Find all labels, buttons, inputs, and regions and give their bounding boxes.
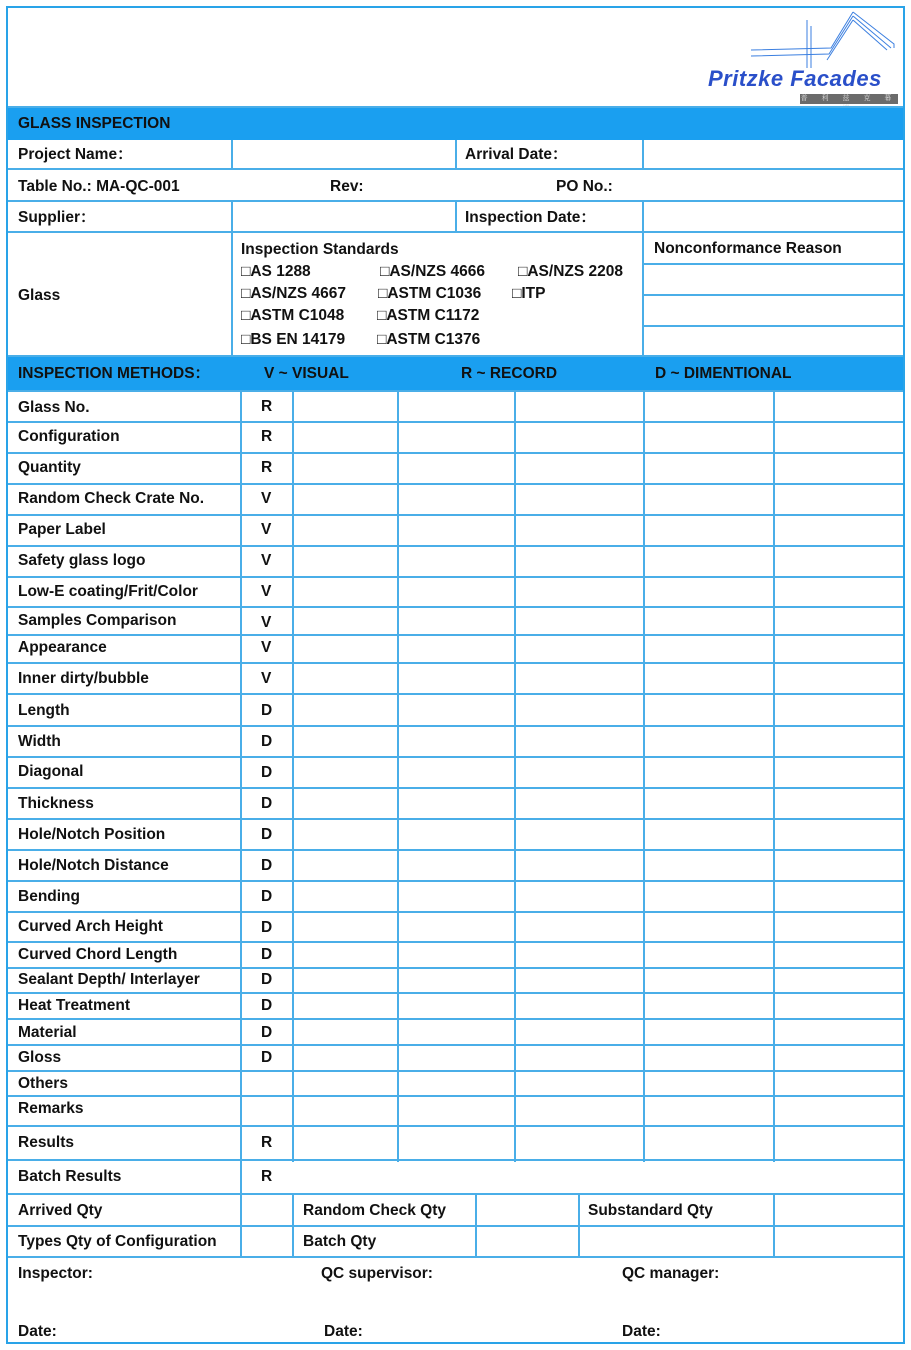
standard-checkbox[interactable]: □AS/NZS 4667 bbox=[241, 285, 346, 302]
item-method-code: V bbox=[261, 614, 272, 631]
item-method-code: D bbox=[261, 997, 273, 1014]
arrived-qty-label: Arrived Qty bbox=[18, 1202, 103, 1219]
item-method-code: D bbox=[261, 1049, 273, 1066]
inspection-standards-title: Inspection Standards bbox=[241, 241, 399, 258]
divider bbox=[643, 325, 903, 327]
item-label: Appearance bbox=[18, 639, 107, 656]
item-label: Random Check Crate No. bbox=[18, 490, 205, 507]
divider bbox=[475, 1193, 477, 1257]
item-method-code: V bbox=[261, 552, 272, 569]
item-label: Configuration bbox=[18, 428, 120, 445]
logo-name: Pritzke Facades bbox=[708, 66, 882, 91]
item-label: Hole/Notch Position bbox=[18, 826, 166, 843]
method-dimentional: D ~ DIMENTIONAL bbox=[655, 365, 792, 382]
item-method-code: V bbox=[261, 670, 272, 687]
divider bbox=[292, 1193, 294, 1257]
divider bbox=[642, 140, 644, 170]
form-title: GLASS INSPECTION bbox=[18, 115, 171, 132]
divider bbox=[231, 140, 233, 170]
divider bbox=[8, 545, 903, 547]
item-method-code: D bbox=[261, 919, 273, 936]
pritzke-logo-icon bbox=[711, 8, 901, 108]
item-method-code: V bbox=[261, 521, 272, 538]
item-method-code: V bbox=[261, 639, 272, 656]
divider bbox=[643, 263, 903, 265]
substandard-qty-label: Substandard Qty bbox=[588, 1202, 713, 1219]
standard-checkbox[interactable]: □ASTM C1376 bbox=[377, 331, 481, 348]
item-label: Width bbox=[18, 733, 61, 750]
item-label: Length bbox=[18, 702, 70, 719]
divider bbox=[8, 1193, 903, 1195]
divider bbox=[8, 1159, 903, 1161]
item-method-code: D bbox=[261, 1024, 273, 1041]
divider bbox=[231, 200, 233, 356]
inspector-date-label: Date: bbox=[18, 1323, 57, 1340]
divider bbox=[8, 483, 903, 485]
types-qty-label: Types Qty of Configuration bbox=[18, 1233, 217, 1250]
divider bbox=[8, 421, 903, 423]
divider bbox=[8, 576, 903, 578]
item-method-code: D bbox=[261, 826, 273, 843]
standard-checkbox[interactable]: □ASTM C1172 bbox=[377, 307, 480, 324]
nonconformance-label: Nonconformance Reason bbox=[654, 240, 842, 257]
divider bbox=[773, 1193, 775, 1257]
divider bbox=[8, 1070, 903, 1072]
divider bbox=[8, 787, 903, 789]
divider bbox=[642, 200, 644, 356]
item-label: Material bbox=[18, 1024, 77, 1041]
item-method-code: V bbox=[261, 490, 272, 507]
divider bbox=[8, 725, 903, 727]
standard-checkbox[interactable]: □AS/NZS 2208 bbox=[518, 263, 623, 280]
divider bbox=[8, 992, 903, 994]
item-label: Bending bbox=[18, 888, 80, 905]
divider bbox=[455, 140, 457, 170]
divider bbox=[8, 849, 903, 851]
divider bbox=[8, 1125, 903, 1127]
item-label: Curved Arch Height bbox=[18, 918, 163, 935]
supervisor-date-label: Date: bbox=[324, 1323, 363, 1340]
item-label: Hole/Notch Distance bbox=[18, 857, 169, 874]
divider bbox=[8, 390, 903, 392]
divider bbox=[8, 1095, 903, 1097]
divider bbox=[643, 390, 645, 1162]
divider bbox=[8, 880, 903, 882]
project-name-label: Project Name： bbox=[18, 146, 133, 163]
divider bbox=[773, 390, 775, 1162]
item-label: Remarks bbox=[18, 1100, 84, 1117]
qc-supervisor-label: QC supervisor: bbox=[321, 1265, 433, 1282]
divider bbox=[240, 390, 242, 1257]
divider bbox=[292, 390, 294, 1162]
divider bbox=[8, 1256, 903, 1258]
divider bbox=[8, 662, 903, 664]
manager-date-label: Date: bbox=[622, 1323, 661, 1340]
rev-label: Rev: bbox=[330, 178, 364, 195]
item-label: Sealant Depth/ Interlayer bbox=[18, 971, 200, 988]
random-check-qty-label: Random Check Qty bbox=[303, 1202, 446, 1219]
divider bbox=[643, 294, 903, 296]
item-method-code: V bbox=[261, 583, 272, 600]
po-no-label: PO No.: bbox=[556, 178, 613, 195]
item-method-code: D bbox=[261, 888, 273, 905]
divider bbox=[8, 941, 903, 943]
inspection-date-label: Inspection Date： bbox=[465, 209, 596, 226]
item-label: Thickness bbox=[18, 795, 94, 812]
item-label: Heat Treatment bbox=[18, 997, 130, 1014]
item-label: Glass No. bbox=[18, 399, 90, 416]
divider bbox=[8, 1044, 903, 1046]
divider bbox=[8, 1018, 903, 1020]
inspection-methods-label: INSPECTION METHODS： bbox=[18, 365, 211, 382]
divider bbox=[8, 1225, 903, 1227]
item-label: Samples Comparison bbox=[18, 612, 177, 629]
standard-checkbox[interactable]: □ASTM C1048 bbox=[241, 307, 345, 324]
divider bbox=[8, 106, 903, 108]
item-method-code: R bbox=[261, 1134, 273, 1151]
supplier-label: Supplier： bbox=[18, 209, 96, 226]
glass-label: Glass bbox=[18, 287, 61, 304]
divider bbox=[8, 606, 903, 608]
divider bbox=[8, 911, 903, 913]
item-method-code: R bbox=[261, 398, 273, 415]
logo-subtitle: 普 利 兹 克 幕 bbox=[800, 95, 898, 102]
item-label: Results bbox=[18, 1134, 74, 1151]
item-label: Curved Chord Length bbox=[18, 946, 178, 963]
divider bbox=[8, 514, 903, 516]
item-method-code: D bbox=[261, 971, 273, 988]
item-method-code: D bbox=[261, 702, 273, 719]
item-label: Low-E coating/Frit/Color bbox=[18, 583, 198, 600]
table-no-label: Table No.: MA-QC-001 bbox=[18, 178, 180, 195]
item-method-code: D bbox=[261, 764, 273, 781]
arrival-date-label: Arrival Date： bbox=[465, 146, 568, 163]
standard-checkbox[interactable]: □ITP bbox=[512, 285, 546, 302]
item-label: Safety glass logo bbox=[18, 552, 146, 569]
item-label: Inner dirty/bubble bbox=[18, 670, 149, 687]
method-visual: V ~ VISUAL bbox=[264, 365, 349, 382]
divider bbox=[8, 818, 903, 820]
standard-checkbox[interactable]: □AS 1288 bbox=[241, 263, 311, 280]
item-method-code: D bbox=[261, 857, 273, 874]
divider bbox=[8, 693, 903, 695]
item-label: Paper Label bbox=[18, 521, 106, 538]
item-method-code: D bbox=[261, 733, 273, 750]
inspector-label: Inspector: bbox=[18, 1265, 93, 1282]
item-method-code: D bbox=[261, 946, 273, 963]
standard-checkbox[interactable]: □ASTM C1036 bbox=[378, 285, 482, 302]
item-method-code: R bbox=[261, 1168, 273, 1185]
divider bbox=[8, 634, 903, 636]
divider bbox=[455, 200, 457, 232]
batch-qty-label: Batch Qty bbox=[303, 1233, 377, 1250]
divider bbox=[8, 452, 903, 454]
divider bbox=[397, 390, 399, 1162]
divider bbox=[514, 390, 516, 1162]
item-label: Quantity bbox=[18, 459, 81, 476]
divider bbox=[8, 355, 903, 357]
item-label: Gloss bbox=[18, 1049, 62, 1066]
method-record: R ~ RECORD bbox=[461, 365, 558, 382]
item-label: Others bbox=[18, 1075, 68, 1092]
item-label: Batch Results bbox=[18, 1168, 122, 1185]
standard-checkbox[interactable]: □AS/NZS 4666 bbox=[380, 263, 485, 280]
divider bbox=[8, 756, 903, 758]
item-method-code: D bbox=[261, 795, 273, 812]
standard-checkbox[interactable]: □BS EN 14179 bbox=[241, 331, 346, 348]
item-method-code: R bbox=[261, 428, 273, 445]
item-method-code: R bbox=[261, 459, 273, 476]
divider bbox=[8, 967, 903, 969]
divider bbox=[578, 1193, 580, 1257]
qc-manager-label: QC manager: bbox=[622, 1265, 720, 1282]
item-label: Diagonal bbox=[18, 763, 84, 780]
